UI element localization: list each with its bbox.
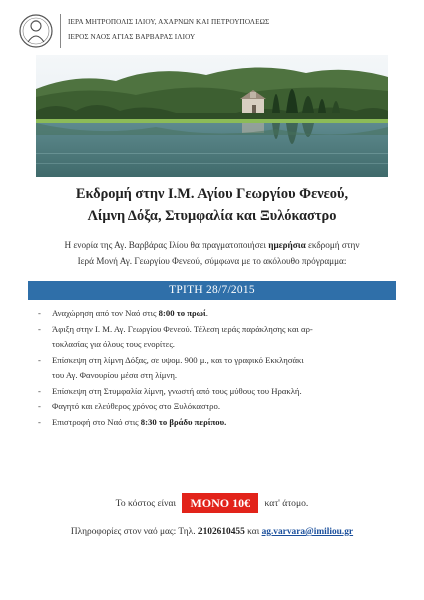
email-link[interactable]: ag.varvara@imiliou.gr — [261, 527, 354, 537]
schedule-text: Αναχώρηση από τον Ναό στις — [52, 308, 159, 318]
trip-title-line1: Εκδρομή στην Ι.Μ. Αγίου Γεωργίου Φενεού, — [75, 186, 349, 202]
contact-and: και — [244, 527, 262, 537]
cost-label: Το κόστος είναι — [115, 497, 177, 509]
price-badge: ΜΟΝΟ 10€ — [182, 493, 258, 513]
contact-label: Πληροφορίες στον ναό μας: Τηλ. — [70, 527, 198, 537]
cost-line — [0, 493, 424, 515]
schedule-list — [38, 306, 398, 430]
schedule-item-continued — [38, 337, 398, 353]
lake-landscape-image — [36, 55, 388, 177]
dash: - — [38, 416, 41, 427]
schedule-text: τοκλασίας για όλους τους ενορίτες. — [52, 339, 175, 349]
schedule-item — [38, 353, 398, 369]
metropolis-name: ΙΕΡΑ ΜΗΤΡΟΠΟΛΙΣ ΙΛΙΟΥ, ΑΧΑΡΝΩΝ ΚΑΙ ΠΕΤΡΟΥΠΟΛΕΩΣ — [68, 18, 270, 26]
schedule-item — [38, 306, 398, 322]
intro-bold: ημερήσια — [268, 240, 306, 250]
dash: - — [38, 401, 41, 411]
date-banner: ΤΡΙΤΗ 28/7/2015 — [28, 281, 396, 300]
dash: - — [38, 323, 41, 334]
contact-line — [0, 527, 424, 537]
phone-number: 2102610455 — [197, 527, 245, 537]
schedule-item-continued — [38, 368, 398, 384]
schedule-item — [38, 322, 398, 338]
schedule-bold: 8:00 το πρωί — [158, 308, 206, 318]
dash: - — [38, 385, 41, 396]
trip-title-line2: Λίμνη Δόξα, Στυμφαλία και Ξυλόκαστρο — [87, 208, 337, 224]
schedule-after: . — [205, 308, 208, 318]
schedule-text: του Αγ. Φανουρίου μέσα στη λίμνη. — [52, 370, 178, 380]
lake-doxa-photo — [36, 55, 388, 177]
cost-per-person: κατ' άτομο. — [264, 497, 309, 509]
church-name: ΙΕΡΟΣ ΝΑΟΣ ΑΓΙΑΣ ΒΑΡΒΑΡΑΣ ΙΛΙΟΥ — [68, 33, 196, 41]
dash: - — [38, 308, 41, 318]
schedule-text: Επιστροφή στο Ναό στις — [52, 416, 141, 427]
intro-line2: Ιερά Μονή Αγ. Γεωργίου Φενεού, σύμφωνα με το ακόλουθο πρόγραμμα: — [77, 256, 347, 266]
schedule-bold: 8:30 το βράδυ περίπου. — [140, 416, 227, 427]
schedule-item — [38, 415, 398, 431]
intro-text-a: Η ενορία της Αγ. Βαρβάρας Ιλίου θα πραγματοποιήσει — [64, 240, 269, 250]
letterhead — [18, 12, 408, 52]
dash: - — [38, 354, 41, 365]
intro-text-b: εκδρομή στην — [305, 240, 360, 250]
intro-line1 — [26, 240, 398, 250]
schedule-text: Επίσκεψη στη λίμνη Δόξας, σε υψομ. 900 μ., και το γραφικό Εκκλησάκι — [52, 354, 304, 365]
schedule-text: Άφιξη στην Ι. Μ. Αγ. Γεωργίου Φενεού. Τέλεση ιεράς παράκλησης και αρ- — [52, 323, 313, 334]
header-divider — [60, 14, 61, 48]
saint-portrait-seal-icon — [18, 12, 54, 50]
schedule-item — [38, 399, 398, 415]
schedule-item — [38, 384, 398, 400]
schedule-text: Επίσκεψη στη Στυμφαλία λίμνη, γνωστή από τους μύθους του Ηρακλή. — [52, 385, 302, 396]
schedule-text: Φαγητό και ελεύθερος χρόνος στο Ξυλόκαστρο. — [52, 401, 220, 411]
